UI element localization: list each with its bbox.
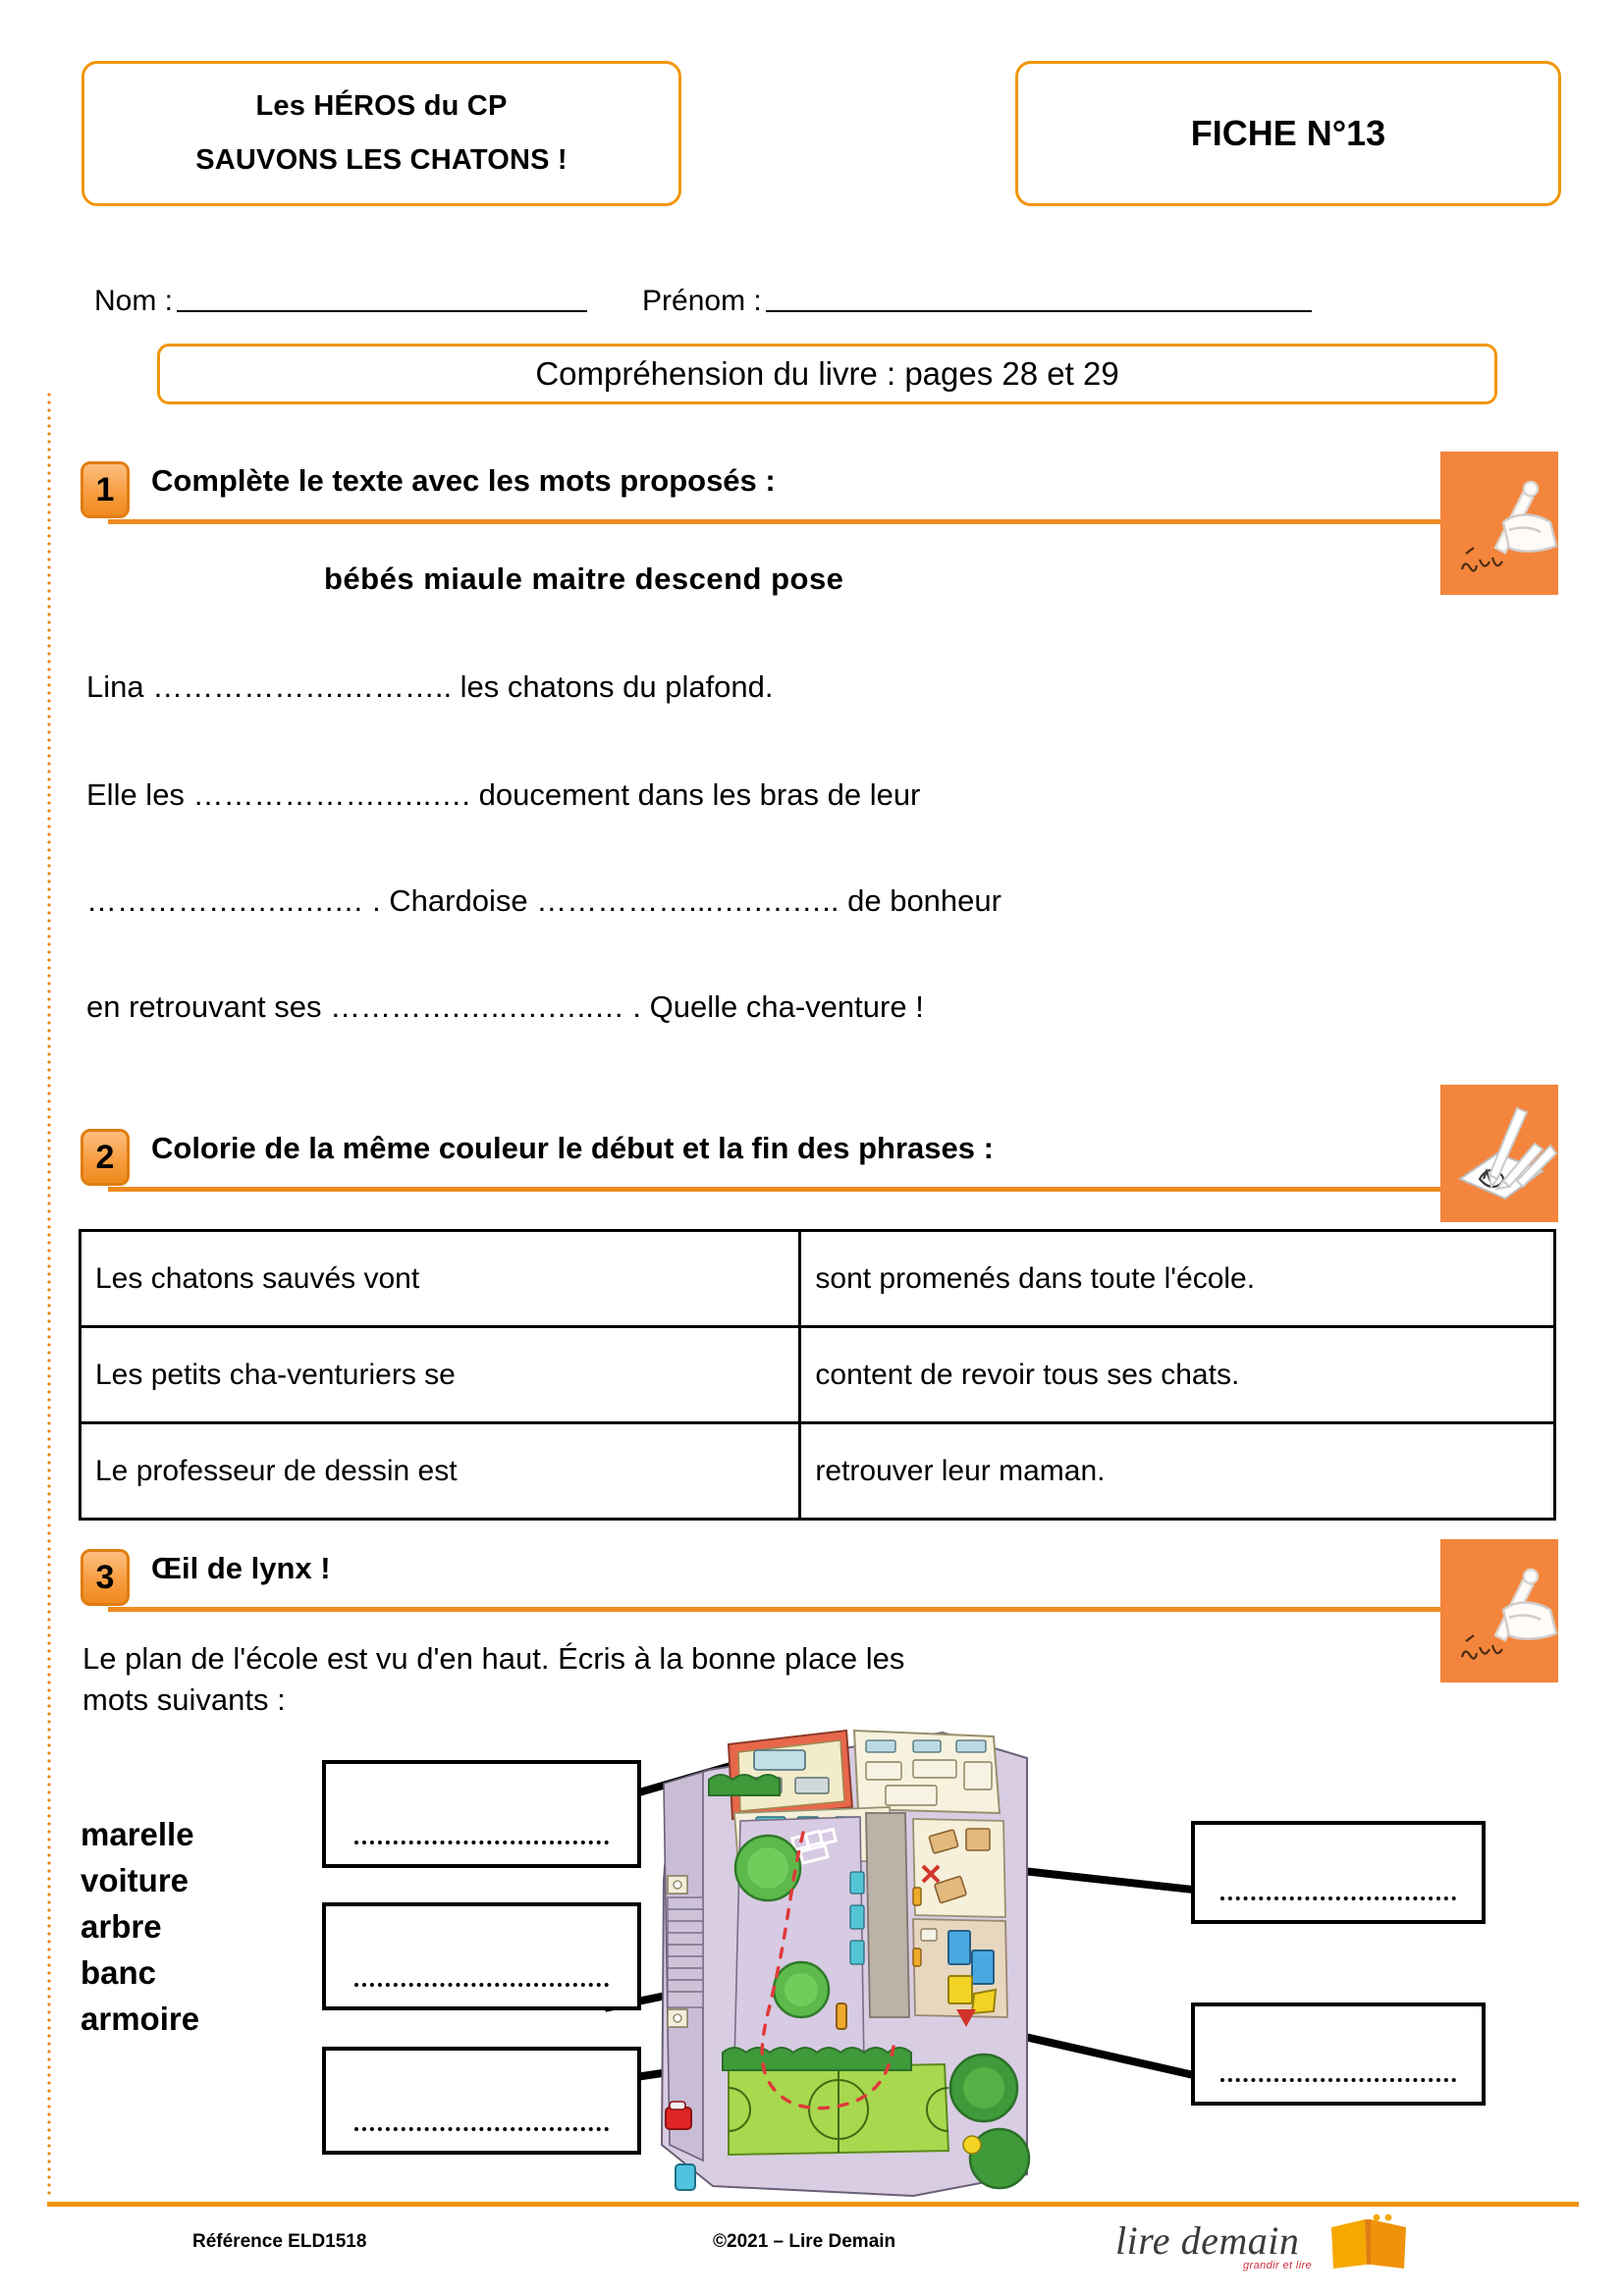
exercise-3-intro-line-1: Le plan de l'école est vu d'en haut. Écris à la bonne place les xyxy=(82,1641,905,1676)
prenom-label: Prénom : xyxy=(642,285,762,317)
exercise-1-word-bank: bébés miaule maitre descend pose xyxy=(324,561,844,596)
identity-row xyxy=(94,267,1528,318)
table-row[interactable] xyxy=(81,1423,1555,1520)
answer-box-left-1[interactable] xyxy=(322,1760,641,1868)
word-item: marelle xyxy=(81,1816,194,1852)
exercise-1-number: 1 xyxy=(81,461,130,518)
pencils-drawing-icon xyxy=(1440,1085,1558,1222)
book-title: SAUVONS LES CHATONS ! xyxy=(195,144,568,176)
exercise-2-heading xyxy=(81,1129,1460,1190)
exercise-2-title: Colorie de la même couleur le début et la fin des phrases : xyxy=(151,1131,994,1165)
answer-box-right-1[interactable] xyxy=(1191,1821,1486,1924)
exercise-1-line-2[interactable]: Elle les ……………….…..…. doucement dans les bras de leur xyxy=(86,777,921,812)
word-item: arbre xyxy=(81,1908,162,1945)
exercise-3-word-list xyxy=(81,1811,199,2042)
word-item: armoire xyxy=(81,2001,200,2037)
answer-box-left-3[interactable] xyxy=(322,2047,641,2155)
comprehension-banner-label: Compréhension du livre : pages 28 et 29 xyxy=(535,355,1119,392)
answer-line[interactable] xyxy=(1220,1896,1455,1900)
answer-box-right-2[interactable] xyxy=(1191,2002,1486,2106)
exercise-1-line-1[interactable]: Lina ……………….……….. les chatons du plafond. xyxy=(86,669,774,704)
exercise-1-line-3[interactable]: …………….…..….… . Chardoise ……………...….….….. de bonheur xyxy=(86,883,1001,918)
footer-rule xyxy=(47,2202,1579,2207)
worksheet-title-box xyxy=(81,61,681,206)
exercise-2-rule xyxy=(108,1187,1463,1192)
school-plan-map xyxy=(619,1723,1041,2199)
exercise-3-title: Œil de lynx ! xyxy=(151,1551,331,1585)
table-row[interactable] xyxy=(81,1231,1555,1327)
phrase-start-cell[interactable]: Les chatons sauvés vont xyxy=(81,1231,800,1327)
nom-label: Nom : xyxy=(94,285,174,317)
open-book-icon xyxy=(1329,2214,1408,2272)
answer-line[interactable] xyxy=(1220,2078,1455,2082)
word-item: voiture xyxy=(81,1862,189,1898)
phrase-start-cell[interactable]: Le professeur de dessin est xyxy=(81,1423,800,1520)
word-item: banc xyxy=(81,1954,157,1991)
answer-line[interactable] xyxy=(354,1983,610,1987)
phrase-end-cell[interactable]: content de revoir tous ses chats. xyxy=(800,1327,1555,1423)
answer-line[interactable] xyxy=(354,2127,610,2131)
series-title: Les HÉROS du CP xyxy=(255,90,508,122)
logo-wordmark: lire demain xyxy=(1115,2218,1300,2263)
exercise-2-number: 2 xyxy=(81,1129,130,1186)
exercise-1-heading xyxy=(81,461,1460,522)
exercise-3-intro-line-2: mots suivants : xyxy=(82,1682,286,1717)
logo-tagline: grandir et lire xyxy=(1243,2260,1313,2271)
table-body xyxy=(81,1231,1555,1520)
exercise-1-rule xyxy=(108,519,1463,524)
fiche-number-label: FICHE N°13 xyxy=(1190,113,1386,153)
left-decorative-rail xyxy=(47,391,51,2197)
exercise-1-line-4[interactable]: en retrouvant ses ………….…..….…..… . Quelle cha-venture ! xyxy=(86,989,924,1024)
phrase-start-cell[interactable]: Les petits cha-venturiers se xyxy=(81,1327,800,1423)
exercise-3-number: 3 xyxy=(81,1549,130,1606)
prenom-input-line[interactable] xyxy=(766,310,1312,312)
fiche-number-box xyxy=(1015,61,1561,206)
exercise-3-rule xyxy=(108,1607,1463,1612)
lire-demain-logo xyxy=(1115,2214,1410,2282)
hand-writing-icon xyxy=(1440,452,1558,595)
table-row[interactable] xyxy=(81,1327,1555,1423)
comprehension-banner xyxy=(157,344,1497,404)
exercise-3-heading xyxy=(81,1549,1460,1610)
phrase-end-cell[interactable]: sont promenés dans toute l'école. xyxy=(800,1231,1555,1327)
hand-writing-icon xyxy=(1440,1539,1558,1682)
exercise-2-match-table xyxy=(79,1229,1556,1521)
reference-label: Référence ELD1518 xyxy=(192,2231,367,2252)
exercise-1-title: Complète le texte avec les mots proposés : xyxy=(151,463,776,498)
answer-box-left-2[interactable] xyxy=(322,1902,641,2010)
answer-line[interactable] xyxy=(354,1841,610,1844)
copyright-label: ©2021 – Lire Demain xyxy=(713,2231,896,2252)
nom-input-line[interactable] xyxy=(177,310,587,312)
phrase-end-cell[interactable]: retrouver leur maman. xyxy=(800,1423,1555,1520)
